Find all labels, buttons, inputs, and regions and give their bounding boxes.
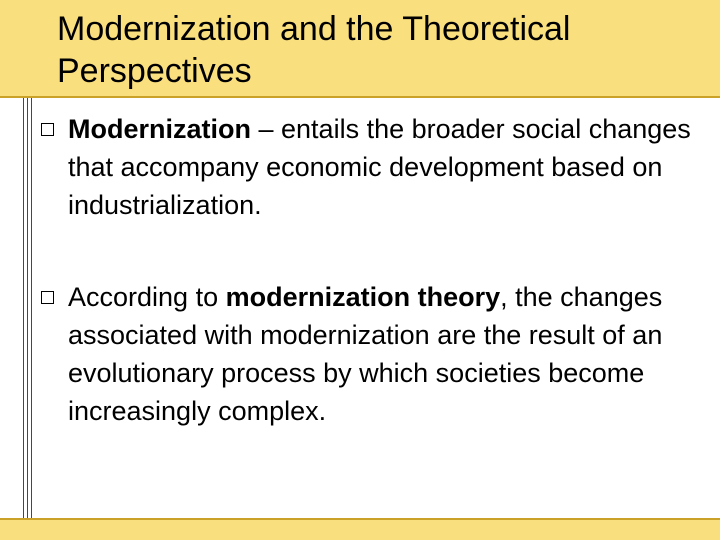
footer-band — [0, 520, 720, 540]
slide-title: Modernization and the Theoretical Perspectives — [57, 10, 571, 90]
left-margin-rule — [31, 98, 32, 540]
bullet-body: , the changes associated with modernization are the result of an evolutionary process by which societies become increasingly complex. — [68, 282, 663, 426]
bullet-lead: According to — [68, 282, 226, 312]
bold-term: modernization theory — [225, 282, 501, 312]
bullet-body: – entails the broader social changes that accompany economic development based on industrialization. — [68, 114, 691, 220]
bullet-text — [68, 278, 698, 430]
left-margin-rule — [23, 98, 24, 540]
bold-term: Modernization — [68, 114, 251, 144]
square-bullet-icon — [41, 291, 54, 304]
left-margin-rule — [27, 98, 28, 540]
title-divider — [0, 96, 720, 98]
bullet-text — [68, 110, 698, 224]
square-bullet-icon — [41, 123, 54, 136]
